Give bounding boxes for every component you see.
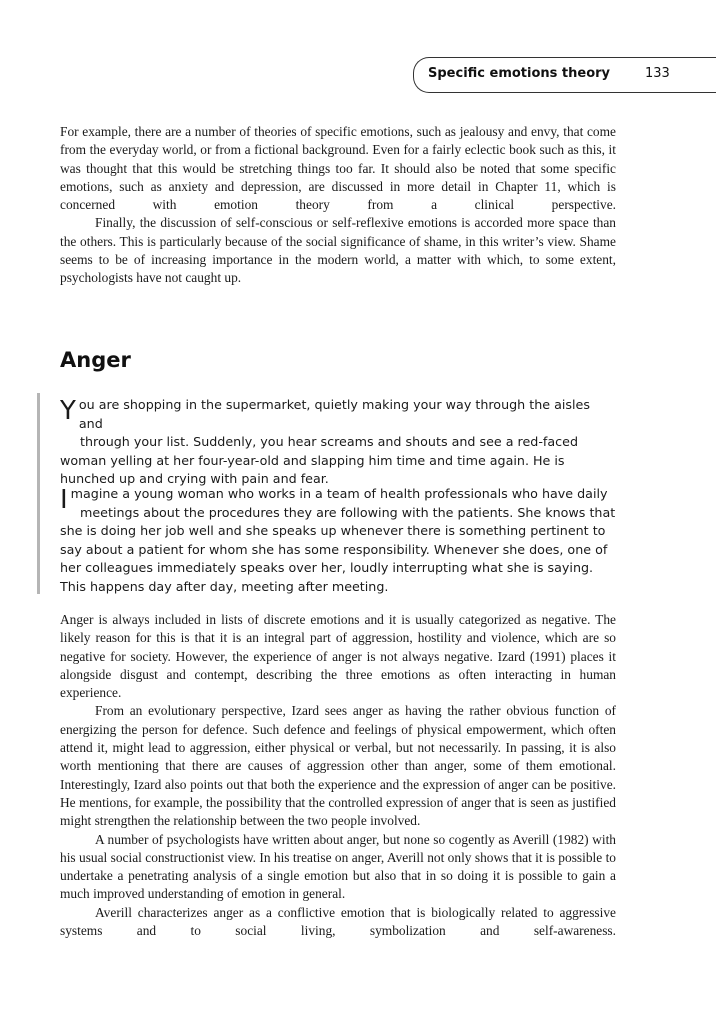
paragraph: Anger is always included in lists of discrete emotions and it is usually categorized as negative. The likely reason for this is that it is an integral part of aggression, hostility and violence, which are so negative for society. However, the experience of anger is not always negative. Izard (1991) places it alongside disgust and contempt, describing the three emotions as often interacting in human experience.	[60, 612, 616, 701]
running-head-title: Specific emotions theory	[428, 66, 611, 81]
paragraph: For example, there are a number of theories of specific emotions, such as jealousy and envy, that come from the everyday world, or from a fictional background. Even for a fairly eclectic book such as this, it was thought that this would be stretching things too far. It should also be noted that some specific emotions, such as anxiety and depression, are discussed in more detail in Chapter 11, which is concerned with emotion theory from a clinical perspective.	[60, 124, 616, 213]
section-heading: Anger	[60, 348, 131, 372]
intro-text	[60, 123, 616, 288]
page-number: 133	[645, 66, 670, 81]
vignette-rule	[37, 393, 40, 594]
vignette-text: she is doing her job well and she speaks up whenever there is something pertinent to say about a patient for whom she has some responsibility. Whenever she does, one of her colleagues immediately speaks over her, loudly interrupting what she is saying. This happens day after day, meeting after meeting.	[60, 523, 608, 594]
vignette-line: ou are shopping in the supermarket, quietly making your way through the aisles and	[78, 397, 590, 431]
vignette	[60, 396, 616, 489]
paragraph: Finally, the discussion of self-conscious or self-reflexive emotions is accorded more space than the others. This is particularly because of the social significance of shame, in this writer’s view. Shame seems to be of increasing importance in the modern world, a matter with which, to some extent, psychologists have not caught up.	[60, 215, 616, 286]
vignette-line: meetings about the procedures they are following with the patients. She knows that	[80, 504, 616, 520]
vignette	[60, 485, 616, 597]
vignette-line: magine a young woman who works in a team of health professionals who have daily	[70, 486, 608, 501]
drop-cap: Y	[60, 396, 76, 426]
paragraph: A number of psychologists have written about anger, but none so cogently as Averill (1982) with his usual social constructionist view. In his treatise on anger, Averill not only shows that it is possible to undertake a penetrating analysis of a single emotion but also that in so doing it is possible to gain a much improved understanding of emotion in general.	[60, 831, 616, 902]
vignette-text: woman yelling at her four-year-old and slapping him time and time again. He is hunched up and crying with pain and fear.	[60, 452, 565, 487]
main-text	[60, 611, 616, 940]
drop-cap: I	[60, 485, 68, 515]
vignette-line: through your list. Suddenly, you hear screams and shouts and see a red-faced	[80, 434, 579, 450]
paragraph: From an evolutionary perspective, Izard sees anger as having the rather obvious function of energizing the person for defence. Such defence and feelings of physical empowerment, which often attend it, might lead to aggression, either physical or verbal, but not necessarily. In passing, it is also worth mentioning that there are causes of aggression other than anger, some of them emotional. Interestingly, Izard also points out that both the experience and the expression of anger can be positive. He mentions, for example, the possibility that the controlled expression of anger that is seen as justified might strengthen the relationship between the two people involved.	[60, 703, 616, 829]
paragraph: Averill characterizes anger as a conflictive emotion that is biologically related to aggressive systems and to social living, symbolization and self-awareness.	[60, 904, 616, 939]
